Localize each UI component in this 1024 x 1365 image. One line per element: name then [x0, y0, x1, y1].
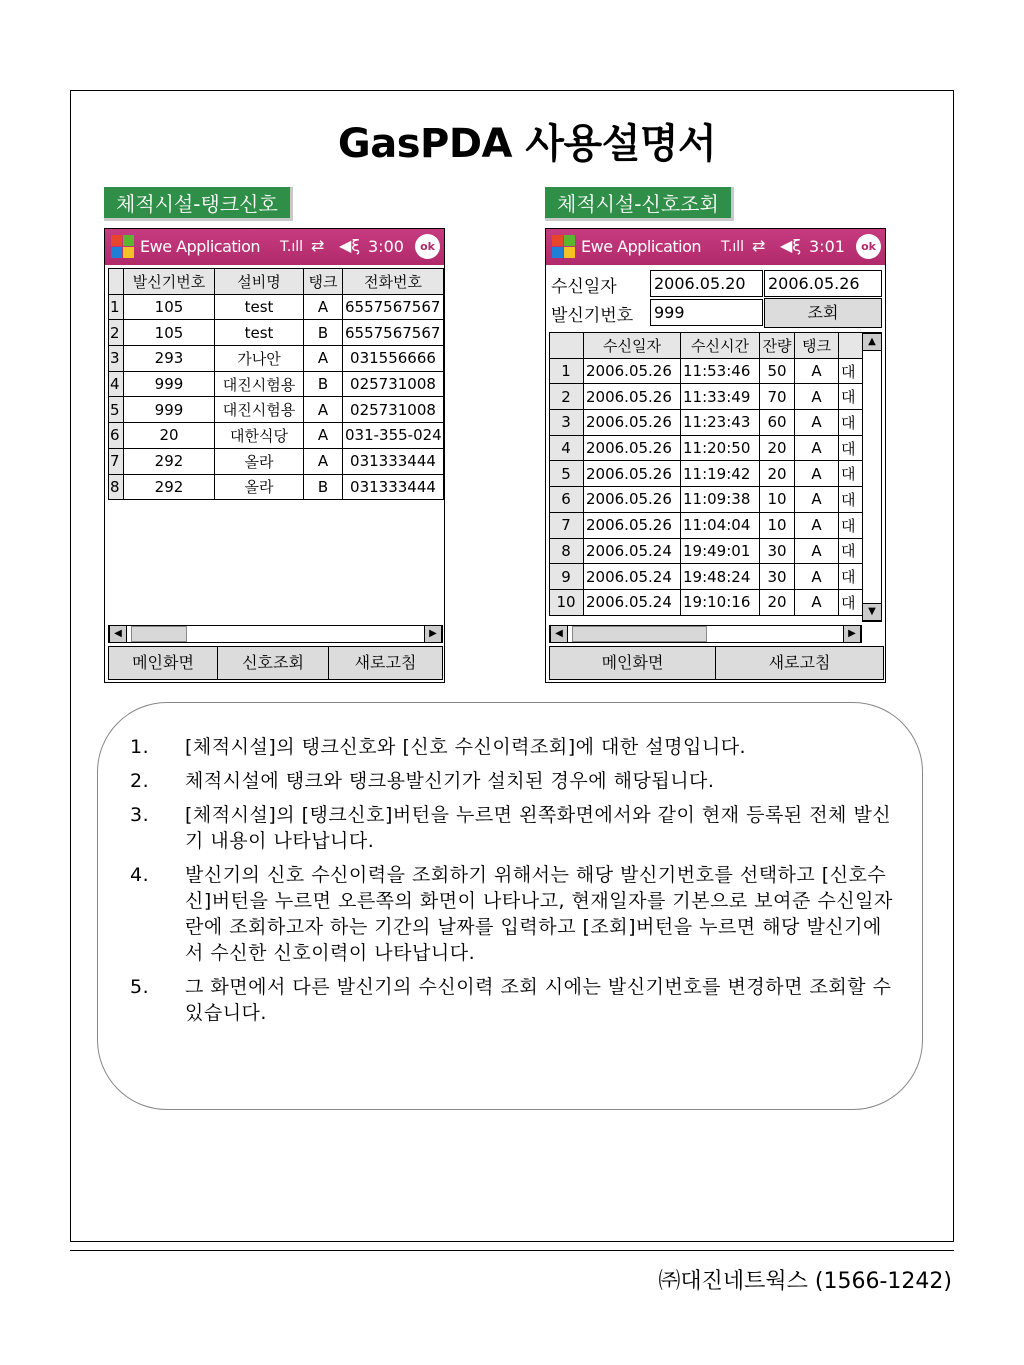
windows-start-icon[interactable] — [552, 235, 576, 259]
scroll-thumb[interactable] — [131, 626, 187, 642]
row-number: 6 — [109, 423, 124, 449]
table-row[interactable] — [550, 410, 863, 436]
cell-extra: 대 — [839, 358, 863, 384]
table-row[interactable] — [550, 461, 863, 487]
table-header-row — [550, 333, 863, 359]
tank-signal-table — [108, 268, 444, 500]
list-item — [130, 734, 900, 760]
cell-date: 2006.05.26 — [584, 410, 681, 436]
cell-tank: A — [795, 487, 839, 513]
vertical-scrollbar[interactable] — [862, 332, 882, 622]
pda-screen-signal-query — [545, 228, 886, 683]
windows-start-icon[interactable] — [111, 235, 135, 259]
main-screen-button[interactable]: 메인화면 — [108, 646, 218, 680]
table-row[interactable] — [550, 384, 863, 410]
row-number: 2 — [109, 320, 124, 346]
cell-extra: 대 — [839, 564, 863, 590]
table-row[interactable] — [109, 448, 444, 474]
table-row[interactable] — [109, 423, 444, 449]
cell-sender: 20 — [124, 423, 215, 449]
row-number: 8 — [550, 538, 584, 564]
cell-extra: 대 — [839, 461, 863, 487]
column-header[interactable]: 수신시간 — [681, 333, 760, 359]
cell-level: 50 — [760, 358, 795, 384]
cell-tank: A — [795, 358, 839, 384]
cell-date: 2006.05.26 — [584, 435, 681, 461]
date-to-input[interactable]: 2006.05.26 — [764, 270, 882, 297]
note-number: 1. — [130, 736, 150, 758]
section-label-signal-query: 체적시설-신호조회 — [545, 187, 734, 221]
page-title: GasPDA 사용설명서 — [337, 121, 717, 167]
scroll-left-icon[interactable]: ◀ — [550, 626, 568, 642]
table-row[interactable] — [109, 346, 444, 372]
table-row[interactable] — [550, 538, 863, 564]
note-text: [체적시설]의 [탱크신호]버턴을 누르면 왼쪽화면에서와 같이 현재 등록된 전체 발신기 내용이 나타납니다. — [185, 804, 892, 852]
note-number: 5. — [130, 976, 150, 998]
list-item — [130, 768, 900, 794]
cell-tank: A — [304, 397, 343, 423]
signal-history-table — [549, 332, 863, 616]
section-label-tank-signal: 체적시설-탱크신호 — [104, 187, 293, 221]
cell-time: 19:49:01 — [681, 538, 760, 564]
note-number: 2. — [130, 770, 150, 792]
cell-facility: 올라 — [215, 448, 304, 474]
cell-phone: 6557567567 — [343, 320, 444, 346]
horizontal-scrollbar[interactable] — [549, 625, 862, 643]
cell-time: 11:19:42 — [681, 461, 760, 487]
table-row[interactable] — [550, 435, 863, 461]
column-header[interactable]: 전화번호 — [343, 269, 444, 295]
cell-tank: A — [795, 512, 839, 538]
cell-tank: A — [795, 435, 839, 461]
cell-time: 19:10:16 — [681, 589, 760, 615]
column-header[interactable]: 수신일자 — [584, 333, 681, 359]
cell-time: 11:23:43 — [681, 410, 760, 436]
cell-extra: 대 — [839, 538, 863, 564]
signal-strength-icon: T.ıll — [721, 239, 745, 255]
cell-phone: 031333444 — [343, 448, 444, 474]
cell-tank: A — [304, 448, 343, 474]
cell-tank: A — [304, 294, 343, 320]
cell-level: 10 — [760, 512, 795, 538]
cell-phone: 025731008 — [343, 371, 444, 397]
column-header[interactable] — [839, 333, 863, 359]
cell-level: 10 — [760, 487, 795, 513]
footer-divider — [70, 1250, 954, 1251]
cell-tank: A — [795, 538, 839, 564]
row-number: 4 — [109, 371, 124, 397]
cell-time: 11:04:04 — [681, 512, 760, 538]
row-number: 7 — [550, 512, 584, 538]
table-row[interactable] — [550, 589, 863, 615]
cell-tank: B — [304, 474, 343, 500]
scroll-left-icon[interactable]: ◀ — [109, 626, 127, 642]
cell-facility: 대한식당 — [215, 423, 304, 449]
cell-facility: 대진시험용 — [215, 397, 304, 423]
cell-extra: 대 — [839, 512, 863, 538]
cell-sender: 292 — [124, 448, 215, 474]
column-header[interactable]: 탱크 — [795, 333, 839, 359]
cell-tank: A — [795, 384, 839, 410]
sync-arrows-icon: ⇄ — [752, 236, 766, 255]
cell-level: 30 — [760, 564, 795, 590]
scroll-down-icon[interactable]: ▼ — [863, 603, 881, 621]
cell-sender: 999 — [124, 397, 215, 423]
row-number: 8 — [109, 474, 124, 500]
column-header[interactable]: 발신기번호 — [124, 269, 215, 295]
notes-list — [130, 734, 900, 1034]
scroll-thumb[interactable] — [572, 626, 707, 642]
cell-tank: B — [304, 320, 343, 346]
ok-button[interactable]: ok — [415, 234, 440, 259]
corner-cell — [109, 269, 124, 295]
clock: 3:01 — [809, 237, 845, 256]
refresh-button[interactable]: 새로고침 — [328, 646, 443, 680]
cell-phone: 031556666 — [343, 346, 444, 372]
cell-level: 70 — [760, 384, 795, 410]
cell-time: 11:33:49 — [681, 384, 760, 410]
cell-level: 20 — [760, 435, 795, 461]
cell-date: 2006.05.26 — [584, 487, 681, 513]
cell-sender: 105 — [124, 294, 215, 320]
row-number: 1 — [109, 294, 124, 320]
note-text: 그 화면에서 다른 발신기의 수신이력 조회 시에는 발신기번호를 변경하면 조회할 수 있습니다. — [185, 976, 892, 1024]
cell-facility: test — [215, 320, 304, 346]
cell-sender: 293 — [124, 346, 215, 372]
table-row[interactable] — [550, 358, 863, 384]
scroll-up-icon[interactable]: ▲ — [863, 333, 881, 351]
table-row[interactable] — [109, 294, 444, 320]
row-number: 9 — [550, 564, 584, 590]
row-number: 3 — [109, 346, 124, 372]
volume-icon[interactable]: ◀ξ — [780, 236, 802, 255]
receive-date-label: 수신일자 — [551, 277, 617, 297]
list-item — [130, 974, 900, 1026]
cell-level: 20 — [760, 589, 795, 615]
scroll-right-icon[interactable]: ▶ — [843, 626, 861, 642]
note-number: 4. — [130, 864, 150, 886]
row-number: 2 — [550, 384, 584, 410]
title-bar — [105, 229, 444, 265]
cell-extra: 대 — [839, 589, 863, 615]
cell-tank: A — [795, 589, 839, 615]
table-header-row — [109, 269, 444, 295]
clock: 3:00 — [368, 237, 404, 256]
table-row[interactable] — [109, 474, 444, 500]
cell-tank: A — [795, 564, 839, 590]
title-bar — [546, 229, 885, 265]
row-number: 4 — [550, 435, 584, 461]
cell-tank: A — [304, 423, 343, 449]
cell-date: 2006.05.26 — [584, 461, 681, 487]
cell-phone: 031-355-024 — [343, 423, 444, 449]
cell-date: 2006.05.24 — [584, 564, 681, 590]
cell-date: 2006.05.26 — [584, 384, 681, 410]
cell-extra: 대 — [839, 410, 863, 436]
cell-level: 30 — [760, 538, 795, 564]
app-title: Ewe Application — [140, 237, 261, 256]
column-header[interactable]: 탱크 — [304, 269, 343, 295]
cell-date: 2006.05.24 — [584, 589, 681, 615]
signal-strength-icon: T.ıll — [280, 239, 304, 255]
cell-date: 2006.05.26 — [584, 358, 681, 384]
cell-sender: 105 — [124, 320, 215, 346]
row-number: 10 — [550, 589, 584, 615]
cell-time: 19:48:24 — [681, 564, 760, 590]
note-text: 체적시설에 탱크와 탱크용발신기가 설치된 경우에 해당됩니다. — [185, 770, 715, 792]
cell-phone: 031333444 — [343, 474, 444, 500]
table-row[interactable] — [109, 320, 444, 346]
cell-level: 60 — [760, 410, 795, 436]
cell-sender: 999 — [124, 371, 215, 397]
horizontal-scrollbar[interactable] — [108, 625, 443, 643]
cell-time: 11:53:46 — [681, 358, 760, 384]
cell-extra: 대 — [839, 384, 863, 410]
cell-phone: 6557567567 — [343, 294, 444, 320]
sync-arrows-icon: ⇄ — [311, 236, 325, 255]
cell-date: 2006.05.24 — [584, 538, 681, 564]
row-number: 1 — [550, 358, 584, 384]
cell-tank: A — [304, 346, 343, 372]
row-number: 7 — [109, 448, 124, 474]
pda-screen-tank-signal — [104, 228, 445, 683]
row-number: 5 — [550, 461, 584, 487]
column-header[interactable]: 설비명 — [215, 269, 304, 295]
volume-icon[interactable]: ◀ξ — [339, 236, 361, 255]
ok-button[interactable]: ok — [856, 234, 881, 259]
list-item — [130, 862, 900, 966]
row-number: 5 — [109, 397, 124, 423]
main-screen-button[interactable]: 메인화면 — [549, 646, 716, 680]
table-row[interactable] — [109, 371, 444, 397]
cell-time: 11:09:38 — [681, 487, 760, 513]
cell-level: 20 — [760, 461, 795, 487]
scroll-right-icon[interactable]: ▶ — [424, 626, 442, 642]
date-from-input[interactable]: 2006.05.20 — [650, 270, 763, 297]
row-number: 6 — [550, 487, 584, 513]
signal-query-button[interactable]: 신호조회 — [217, 646, 329, 680]
cell-extra: 대 — [839, 435, 863, 461]
refresh-button[interactable]: 새로고침 — [715, 646, 884, 680]
table-row[interactable] — [109, 397, 444, 423]
table-row[interactable] — [550, 512, 863, 538]
sender-number-label: 발신기번호 — [551, 306, 634, 326]
query-button[interactable]: 조회 — [764, 298, 882, 328]
cell-facility: 대진시험용 — [215, 371, 304, 397]
cell-tank: A — [795, 461, 839, 487]
cell-time: 11:20:50 — [681, 435, 760, 461]
footer-company: ㈜대진네트웍스 (1566-1242) — [658, 1269, 952, 1294]
list-item — [130, 802, 900, 854]
cell-tank: A — [795, 410, 839, 436]
table-row[interactable] — [550, 487, 863, 513]
cell-facility: 올라 — [215, 474, 304, 500]
app-title: Ewe Application — [581, 237, 702, 256]
cell-facility: 가나안 — [215, 346, 304, 372]
column-header[interactable]: 잔량 — [760, 333, 795, 359]
corner-cell — [550, 333, 584, 359]
cell-phone: 025731008 — [343, 397, 444, 423]
sender-number-input[interactable]: 999 — [650, 299, 763, 326]
cell-sender: 292 — [124, 474, 215, 500]
cell-extra: 대 — [839, 487, 863, 513]
row-number: 3 — [550, 410, 584, 436]
cell-facility: test — [215, 294, 304, 320]
table-row[interactable] — [550, 564, 863, 590]
note-number: 3. — [130, 804, 150, 826]
note-text: [체적시설]의 탱크신호와 [신호 수신이력조회]에 대한 설명입니다. — [185, 736, 747, 758]
note-text: 발신기의 신호 수신이력을 조회하기 위해서는 해당 발신기번호를 선택하고 [신호수신]버턴을 누르면 오른쪽의 화면이 나타나고, 현재일자를 기본으로 보여준 수신일자 란에 조회하고자 하는 기간의 날짜를 입력하고 [조회]버턴을 누르면 해당 발신기에서 수신한 신호이력이 나타납니다. — [185, 864, 893, 964]
cell-tank: B — [304, 371, 343, 397]
cell-date: 2006.05.26 — [584, 512, 681, 538]
